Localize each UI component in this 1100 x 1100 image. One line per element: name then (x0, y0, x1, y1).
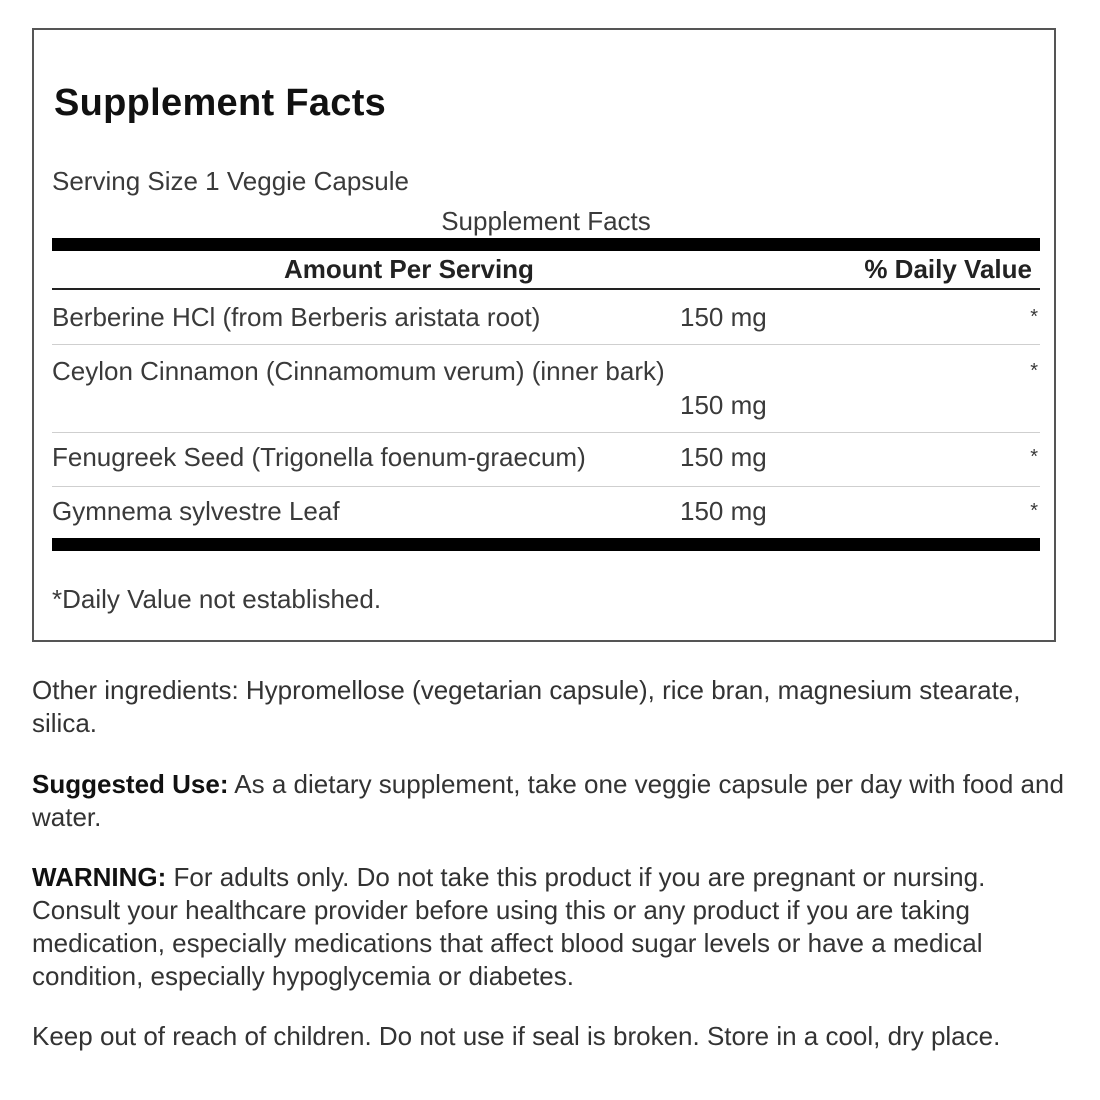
ingredient-name: Berberine HCl (from Berberis aristata root) (52, 302, 541, 332)
ingredient-name: Ceylon Cinnamon (Cinnamomum verum) (inner bark) (52, 356, 665, 386)
serving-size: Serving Size 1 Veggie Capsule (52, 166, 410, 196)
ingredient-row (52, 496, 1040, 536)
ingredient-daily-value: * (1030, 500, 1038, 522)
top-thick-divider (52, 238, 1040, 251)
ingredient-daily-value: * (1030, 306, 1038, 328)
row-divider (52, 432, 1040, 433)
daily-value-header: % Daily Value (864, 254, 1032, 284)
supplement-facts-panel (32, 28, 1056, 642)
ingredient-amount: 150 mg (680, 302, 767, 332)
warning (32, 861, 1072, 993)
warning-text: For adults only. Do not take this product if you are pregnant or nursing. Consult your healthcare provider before using this or any product if you are taking medication, especially medications that affect blood sugar levels or have a medical condition, especially hypoglycemia or diabetes. (32, 862, 986, 991)
facts-title: Supplement Facts (54, 82, 387, 124)
daily-value-footnote: *Daily Value not established. (52, 584, 382, 614)
ingredient-row (52, 442, 1040, 482)
amount-per-serving-header: Amount Per Serving (284, 254, 534, 284)
header-divider (52, 288, 1040, 290)
bottom-thick-divider (52, 538, 1040, 551)
row-divider (52, 486, 1040, 487)
warning-label: WARNING: (32, 862, 167, 892)
ingredient-amount: 150 mg (680, 496, 767, 526)
table-caption: Supplement Facts (441, 206, 651, 236)
other-ingredients: Other ingredients: Hypromellose (vegetarian capsule), rice bran, magnesium stearate, silica. (32, 675, 1021, 738)
suggested-use (32, 768, 1072, 834)
ingredient-daily-value: * (1030, 446, 1038, 468)
ingredient-amount: 150 mg (680, 390, 767, 420)
ingredient-daily-value: * (1030, 360, 1038, 382)
ingredient-row (52, 356, 1040, 432)
ingredient-amount: 150 mg (680, 442, 767, 472)
ingredient-name: Fenugreek Seed (Trigonella foenum-graecum) (52, 442, 586, 472)
suggested-use-label: Suggested Use: (32, 769, 229, 799)
row-divider (52, 344, 1040, 345)
storage-instructions: Keep out of reach of children. Do not use if seal is broken. Store in a cool, dry place. (32, 1021, 1001, 1051)
ingredient-name: Gymnema sylvestre Leaf (52, 496, 340, 526)
suggested-use-text: As a dietary supplement, take one veggie capsule per day with food and water. (32, 769, 1064, 832)
ingredient-row (52, 302, 1040, 342)
table-header-row (52, 252, 1040, 288)
